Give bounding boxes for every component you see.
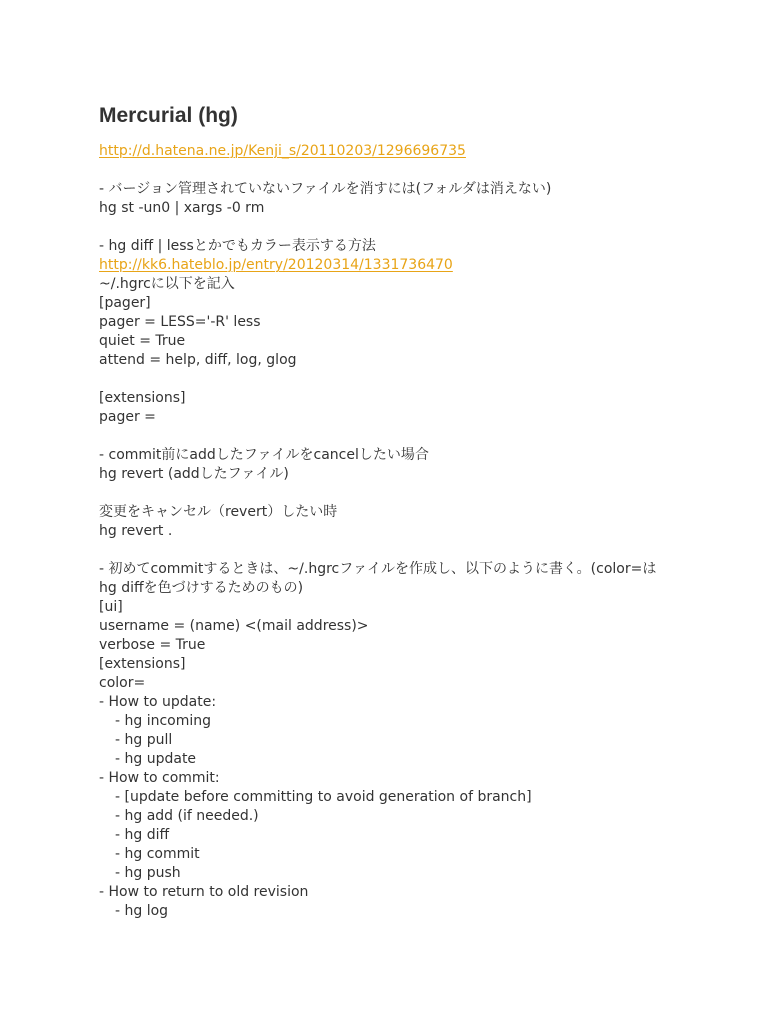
note-cancel-changes-heading: 変更をキャンセル（revert）したい時	[99, 504, 338, 520]
config-username-line: username = (name) <(mail address)>	[99, 618, 369, 634]
note-color-pager-heading: - hg diff | lessとかでもカラー表示する方法	[99, 238, 376, 254]
config-ui-section: [ui]	[99, 599, 123, 615]
howto-commit-heading: - How to commit:	[99, 770, 220, 786]
howto-commit-step: - hg commit	[115, 846, 200, 862]
config-pager-extension: pager =	[99, 409, 156, 425]
reference-link-hatena-diary	[99, 142, 739, 161]
howto-commit-step: - hg add (if needed.)	[115, 808, 259, 824]
spacer	[99, 161, 739, 180]
spacer	[99, 541, 739, 560]
document-body	[99, 101, 739, 921]
howto-update-step: - hg update	[115, 751, 197, 767]
command-revert-all: hg revert .	[99, 523, 173, 539]
config-extensions-section: [extensions]	[99, 390, 186, 406]
note-remove-untracked-heading: - バージョン管理されていないファイルを消すには(フォルダは消えない)	[99, 181, 552, 197]
config-color-extension: color=	[99, 675, 146, 691]
link-hatena-diary[interactable]: http://d.hatena.ne.jp/Kenji_s/20110203/1296696735	[99, 143, 466, 159]
howto-update-heading: - How to update:	[99, 694, 217, 710]
spacer	[99, 484, 739, 503]
howto-revision-step: - hg log	[115, 903, 169, 919]
reference-link-hateblo	[99, 256, 739, 275]
howto-revision-heading: - How to return to old revision	[99, 884, 309, 900]
config-quiet-line: quiet = True	[99, 333, 186, 349]
spacer	[99, 218, 739, 237]
howto-commit-step: - [update before committing to avoid generation of branch]	[115, 789, 532, 805]
howto-update-step: - hg pull	[115, 732, 173, 748]
config-pager-line: pager = LESS='-R' less	[99, 314, 261, 330]
howto-update-step: - hg incoming	[115, 713, 212, 729]
config-instruction: ~/.hgrcに以下を記入	[99, 276, 235, 292]
note-first-commit-paragraph: - 初めてcommitするときは、~/.hgrcファイルを作成し、以下のように書く。(color=はhg diffを色づけするためのもの)	[99, 561, 657, 596]
howto-commit-step: - hg push	[115, 865, 181, 881]
spacer	[99, 427, 739, 446]
command-remove-untracked: hg st -un0 | xargs -0 rm	[99, 200, 265, 216]
note-cancel-add-heading: - commit前にaddしたファイルをcancelしたい場合	[99, 447, 429, 463]
spacer	[99, 370, 739, 389]
howto-commit-step: - hg diff	[115, 827, 170, 843]
config-verbose-line: verbose = True	[99, 637, 206, 653]
link-hateblo-entry[interactable]: http://kk6.hateblo.jp/entry/20120314/1331736470	[99, 257, 453, 273]
config-attend-line: attend = help, diff, log, glog	[99, 352, 297, 368]
config-extensions-section-2: [extensions]	[99, 656, 186, 672]
command-revert-added: hg revert (addしたファイル)	[99, 466, 289, 482]
config-pager-section: [pager]	[99, 295, 151, 311]
page-title: Mercurial (hg)	[99, 104, 238, 127]
